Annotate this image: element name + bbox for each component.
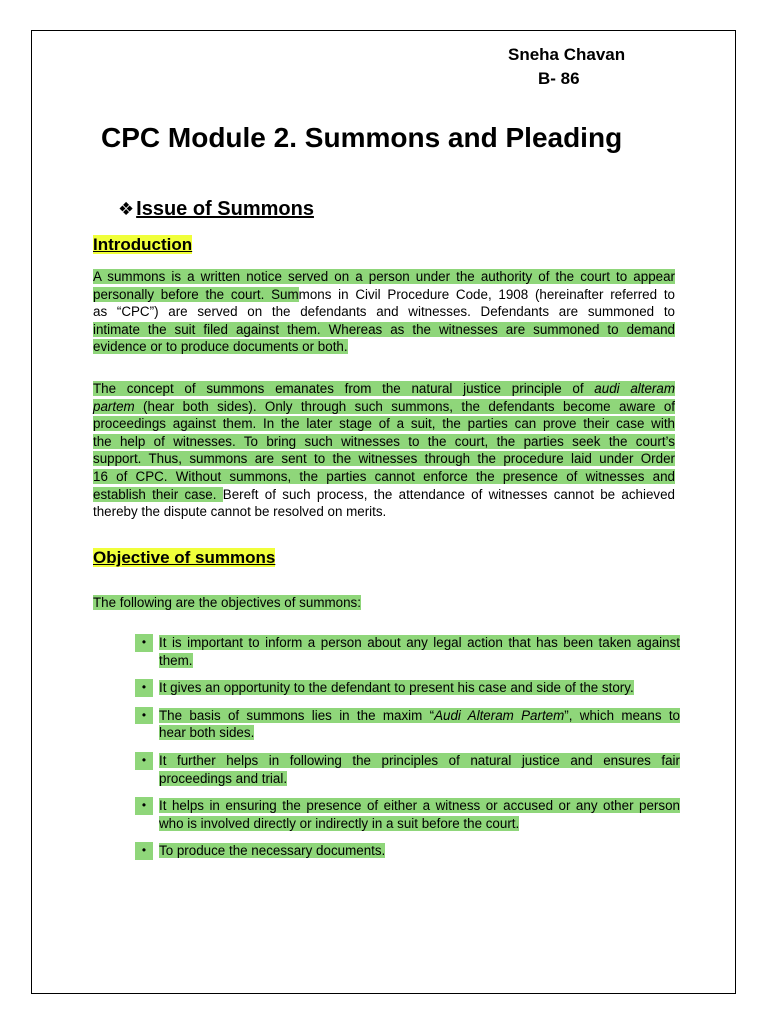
section-title-text: Issue of Summons xyxy=(136,198,314,220)
para1-line: evidence or to produce documents or both. xyxy=(93,339,348,355)
introduction-heading xyxy=(93,234,192,256)
list-item: • It is important to inform a person about any legal action that has been taken against them. xyxy=(135,634,680,669)
para2-line: proceedings against them. In the later stage of a suit, the parties can prove their case with xyxy=(93,416,675,432)
para2-line: the help of witnesses. To bring such witnesses to the court, the parties seek the court’s xyxy=(93,433,675,449)
author-name: Sneha Chavan xyxy=(508,45,626,64)
introduction-heading-text: Introduction xyxy=(93,235,193,254)
bullet-icon: • xyxy=(135,842,153,860)
list-item: • It further helps in following the principles of natural justice and ensures fair proceedings and trial. xyxy=(135,752,680,787)
introduction-paragraph-1 xyxy=(93,268,675,356)
para2-line: establish their case. Bereft of such process, the attendance of witnesses cannot be achieved xyxy=(93,486,675,502)
objective-heading-text: Objective of summons xyxy=(93,548,276,567)
diamond-bullet-icon: ❖ xyxy=(118,199,135,219)
bullet-icon: • xyxy=(135,707,153,725)
list-item: • To produce the necessary documents. xyxy=(135,842,680,860)
para2-line: partem (hear both sides). Only through such summons, the defendants become aware of xyxy=(93,398,675,414)
bullet-icon: • xyxy=(135,797,153,815)
document-title: CPC Module 2. Summons and Pleading xyxy=(101,122,623,153)
objective-list xyxy=(135,634,680,870)
bullet-icon: • xyxy=(135,634,153,652)
para2-line: support. Thus, summons are sent to the witnesses through the procedure laid under Order xyxy=(93,451,675,467)
list-item: • The basis of summons lies in the maxim “Audi Alteram Partem”, which means to hear both sides. xyxy=(135,707,680,742)
para1-line: A summons is a written notice served on a person under the authority of the court to appear xyxy=(93,269,675,284)
author-id: B- 86 xyxy=(538,69,580,88)
para2-line: thereby the dispute cannot be resolved on merits. xyxy=(93,504,387,520)
para1-line: as “CPC”) are served on the defendants and witnesses. Defendants are summoned to xyxy=(93,304,675,320)
para2-line: The concept of summons emanates from the natural justice principle of audi alteram xyxy=(93,381,675,396)
bullet-icon: • xyxy=(135,679,153,697)
introduction-paragraph-2 xyxy=(93,380,675,521)
list-item: • It helps in ensuring the presence of either a witness or accused or any other person who is involved directly or indirectly in a suit before the court. xyxy=(135,797,680,832)
objective-intro: The following are the objectives of summons: xyxy=(93,595,361,610)
para1-line: intimate the suit filed against them. Whereas as the witnesses are summoned to demand xyxy=(93,321,675,337)
para1-line: personally before the court. Summons in Civil Procedure Code, 1908 (hereinafter referred to xyxy=(93,286,675,302)
section-title xyxy=(118,196,314,222)
objective-heading xyxy=(93,547,275,569)
para2-line: 16 of CPC. Without summons, the parties cannot enforce the presence of witnesses and xyxy=(93,468,675,484)
bullet-icon: • xyxy=(135,752,153,770)
list-item: • It gives an opportunity to the defendant to present his case and side of the story. xyxy=(135,679,680,697)
